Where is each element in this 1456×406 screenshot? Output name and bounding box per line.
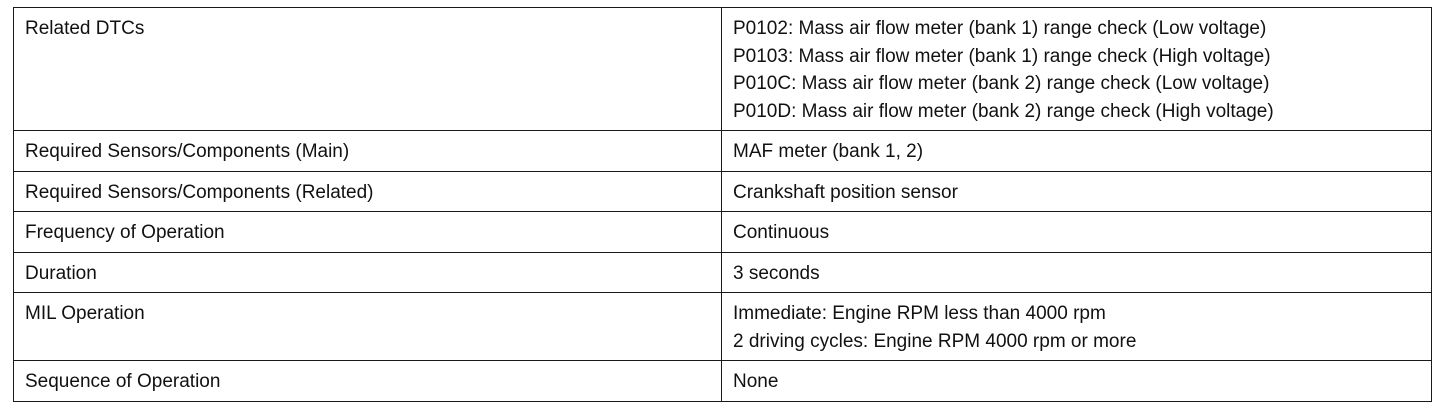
table-row-frequency xyxy=(14,212,1432,253)
row-value xyxy=(722,212,1432,253)
row-label: Related DTCs xyxy=(14,8,722,131)
value-line: None xyxy=(733,371,779,392)
value-line: Immediate: Engine RPM less than 4000 rpm xyxy=(733,303,1106,324)
table-row-sequence xyxy=(14,361,1432,402)
row-value xyxy=(722,131,1432,172)
value-line: 2 driving cycles: Engine RPM 4000 rpm or more xyxy=(733,330,1137,352)
value-line: Crankshaft position sensor xyxy=(733,181,958,203)
table-row-mil-operation xyxy=(14,293,1432,361)
row-value xyxy=(722,252,1432,293)
table-row-sensors-main xyxy=(14,131,1432,172)
dtc-line: P0103: Mass air flow meter (bank 1) range check (High voltage) xyxy=(733,45,1271,67)
row-value xyxy=(722,361,1432,402)
value-line: 3 seconds xyxy=(733,262,820,284)
row-label: MIL Operation xyxy=(14,293,722,361)
value-line: Continuous xyxy=(733,222,830,243)
row-label: Duration xyxy=(14,252,722,293)
row-value xyxy=(722,293,1432,361)
dtc-line: P0102: Mass air flow meter (bank 1) range check (Low voltage) xyxy=(733,18,1267,39)
row-label: Frequency of Operation xyxy=(14,212,722,253)
dtc-line: P010D: Mass air flow meter (bank 2) range check (High voltage) xyxy=(733,100,1274,122)
table-row-duration xyxy=(14,252,1432,293)
specification-table xyxy=(13,7,1432,402)
dtc-line: P010C: Mass air flow meter (bank 2) range check (Low voltage) xyxy=(733,73,1270,94)
value-line: MAF meter (bank 1, 2) xyxy=(733,141,924,162)
row-label: Required Sensors/Components (Related) xyxy=(14,171,722,212)
row-label: Sequence of Operation xyxy=(14,361,722,402)
table-row-sensors-related xyxy=(14,171,1432,212)
row-value xyxy=(722,171,1432,212)
row-label: Required Sensors/Components (Main) xyxy=(14,131,722,172)
table-row-related-dtcs xyxy=(14,8,1432,131)
row-value xyxy=(722,8,1432,131)
